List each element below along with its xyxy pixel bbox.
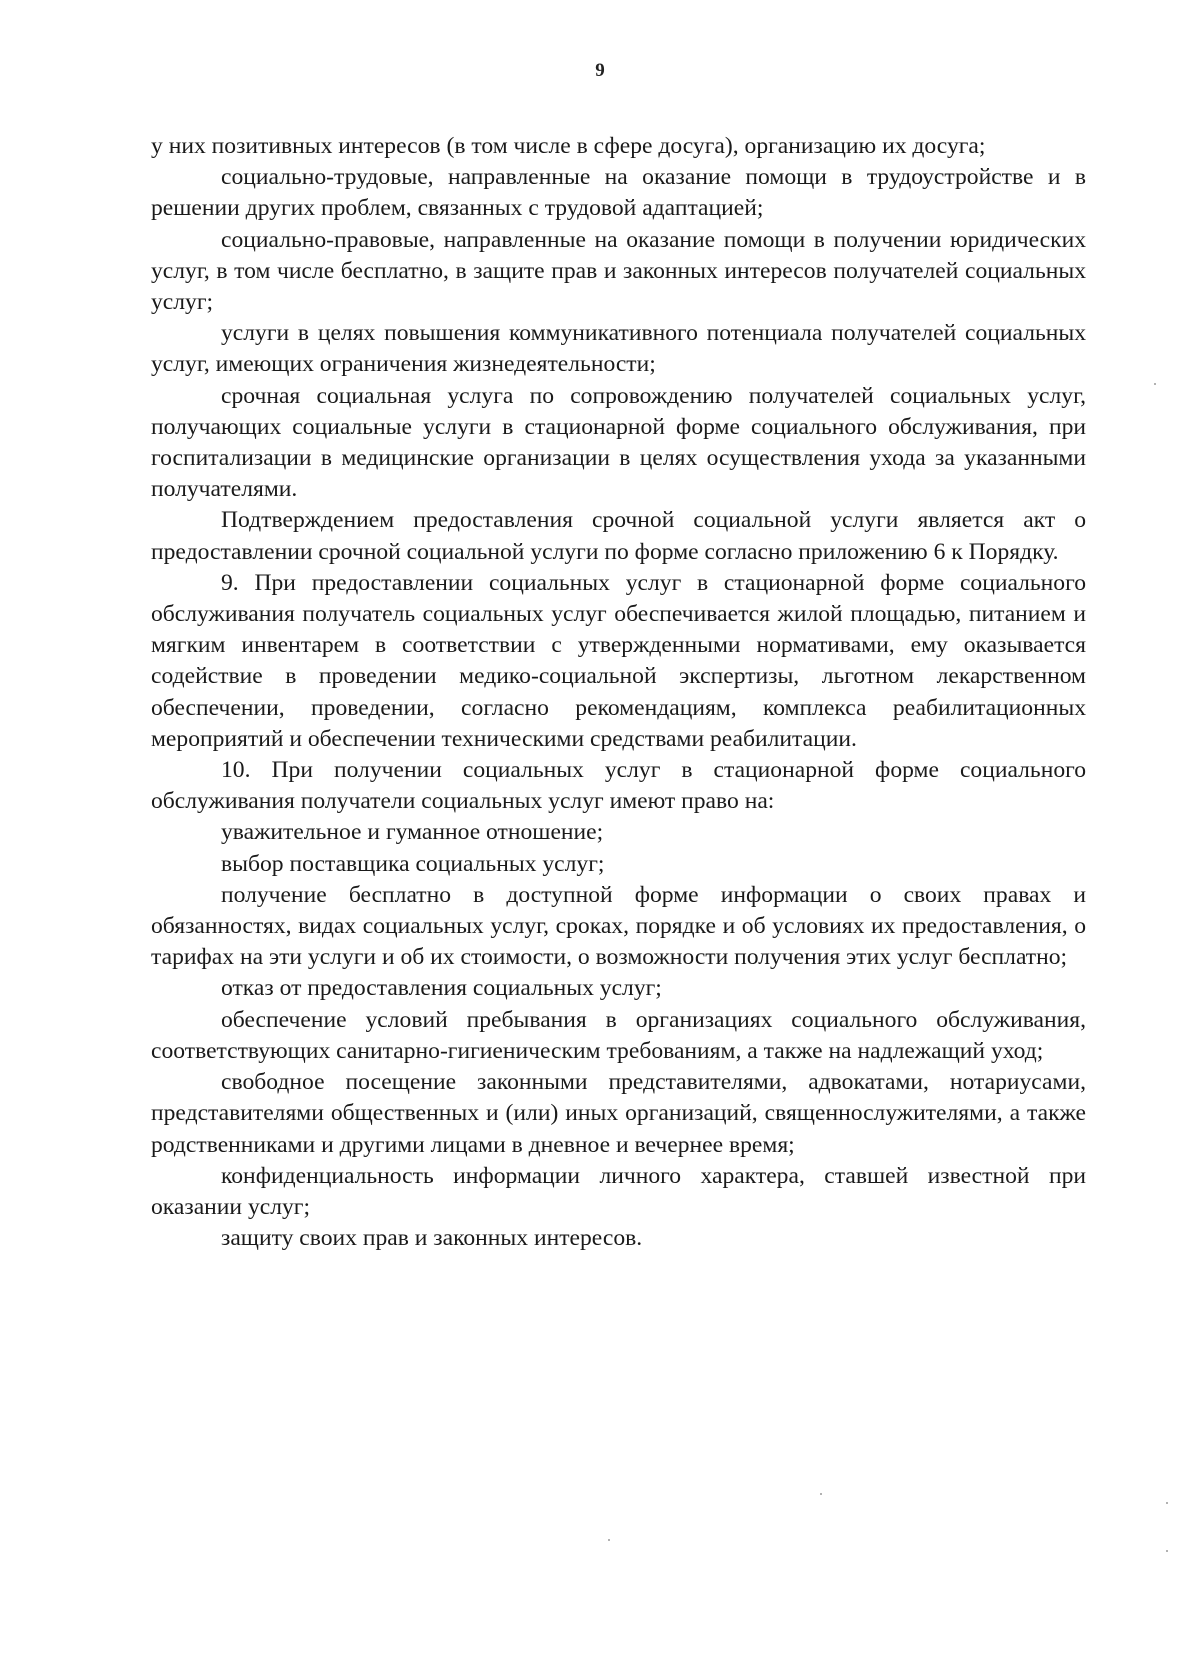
rights-list-item: получение бесплатно в доступной форме информации о своих правах и обязанностях, видах социальных услуг, сроках, порядке и об условиях их предоставления, о тарифах на эти услуги и об их стоимости, о возможности получения этих услуг бесплатно; (151, 881, 1086, 971)
scan-speck (1166, 1550, 1168, 1552)
scan-speck (820, 1493, 822, 1495)
paragraph-item-10: 10. При получении социальных услуг в стационарной форме социального обслуживания получатели социальных услуг имеют право на: (151, 757, 1086, 815)
rights-list-item: защиту своих прав и законных интересов. (221, 1225, 643, 1252)
rights-list-item: конфиденциальность информации личного характера, ставшей известной при оказании услуг; (151, 1162, 1086, 1220)
rights-list-item: свободное посещение законными представителями, адвокатами, нотариусами, представителями общественных и (или) иных организаций, священнослужителями, а также родственниками и другими лицами в дневное и вечернее время; (151, 1069, 1086, 1158)
rights-list-item: отказ от предоставления социальных услуг; (221, 975, 662, 1002)
paragraph-item-9: 9. При предоставлении социальных услуг в стационарной форме социального обслуживания получатель социальных услуг обеспечивается жилой площадью, питанием и мягким инвентарем в соответствии с утвержденными нормативами, ему оказывается содействие в проведении медико-социальной экспертизы, льготном лекарственном обеспечении, проведении, согласно рекомендациям, комплекса реабилитационных мероприятий и обеспечении техническими средствами реабилитации. (151, 569, 1086, 752)
rights-list-item: обеспечение условий пребывания в организациях социального обслуживания, соответствующих санитарно-гигиеническим требованиям, а также на надлежащий уход; (151, 1006, 1086, 1064)
paragraph: социально-трудовые, направленные на оказание помощи в трудоустройстве и в решении других проблем, связанных с трудовой адаптацией; (151, 164, 1086, 222)
document-body (151, 131, 1086, 1254)
paragraph: услуги в целях повышения коммуникативного потенциала получателей социальных услуг, имеющих ограничения жизнедеятельности; (151, 320, 1086, 378)
paragraph: срочная социальная услуга по сопровождению получателей социальных услуг, получающих социальные услуги в стационарной форме социального обслуживания, при госпитализации в медицинские организации в целях осуществления ухода за указанными получателями. (151, 382, 1086, 503)
scan-speck (1166, 1502, 1168, 1504)
rights-list-item: уважительное и гуманное отношение; (221, 819, 604, 846)
rights-list-item: выбор поставщика социальных услуг; (221, 850, 605, 877)
page-number: 9 (595, 60, 605, 81)
scan-speck (608, 1539, 610, 1541)
scan-speck (1154, 383, 1156, 385)
paragraph: социально-правовые, направленные на оказание помощи в получении юридических услуг, в том числе бесплатно, в защите прав и законных интересов получателей социальных услуг; (151, 226, 1086, 316)
paragraph: Подтверждением предоставления срочной социальной услуги является акт о предоставлении срочной социальной услуги по форме согласно приложению 6 к Порядку. (151, 507, 1086, 565)
paragraph: у них позитивных интересов (в том числе в сфере досуга), организацию их досуга; (151, 133, 986, 159)
